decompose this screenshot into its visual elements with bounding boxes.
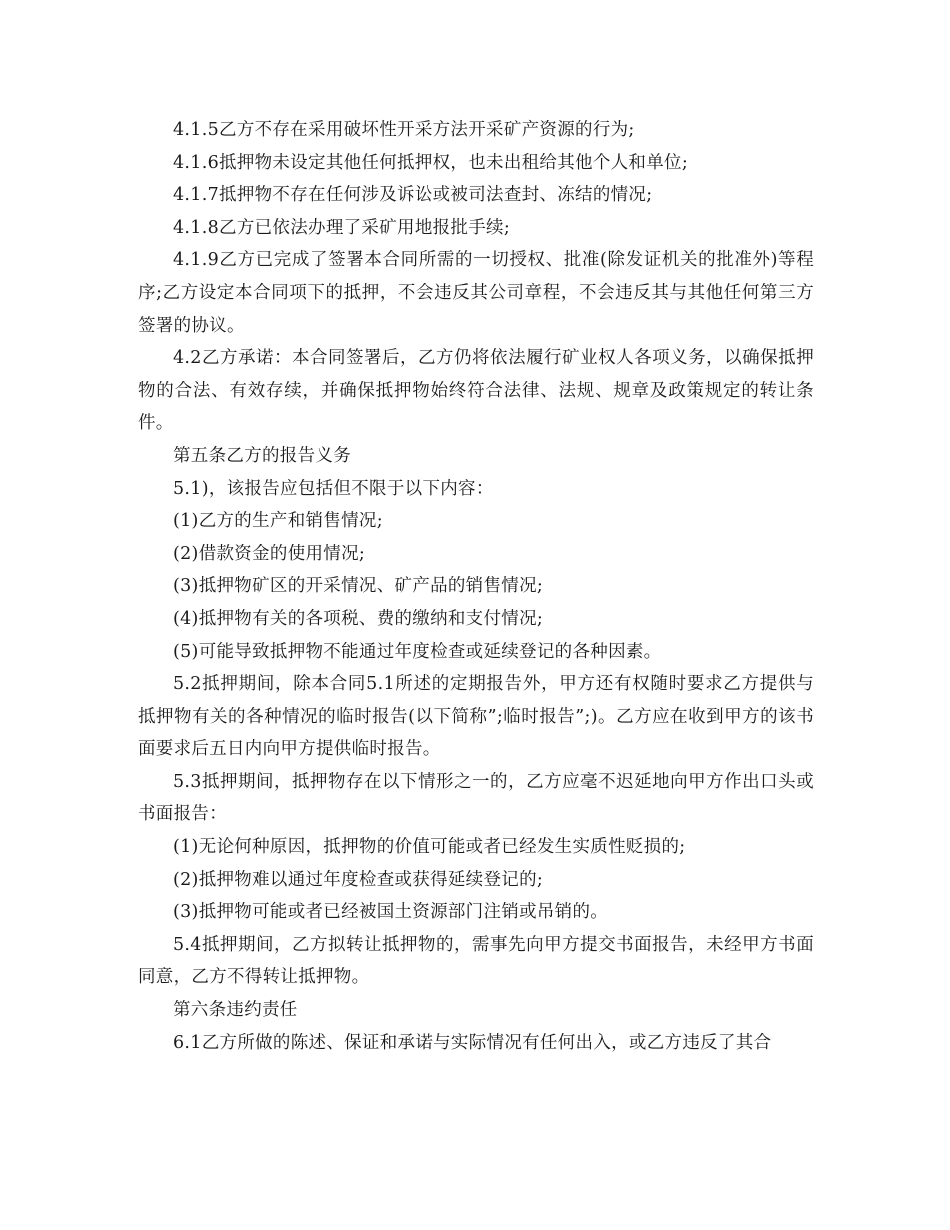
clause-6-1: 6.1乙方所做的陈述、保证和承诺与实际情况有任何出入，或乙方违反了其合 bbox=[173, 1032, 772, 1053]
document-body bbox=[138, 114, 814, 1059]
clause-4-1-6: 4.1.6抵押物未设定其他任何抵押权，也未出租给其他个人和单位; bbox=[173, 152, 689, 173]
clause-5-4: 5.4抵押期间，乙方拟转让抵押物的，需事先向甲方提交书面报告，未经甲方书面同意，乙方不得转让抵押物。 bbox=[138, 934, 814, 988]
list-item-5-3-2: (2)抵押物难以通过年度检查或获得延续登记的; bbox=[173, 869, 544, 890]
clause-4-1-8: 4.1.8乙方已依法办理了采矿用地报批手续; bbox=[173, 217, 511, 238]
list-item-5-1-1: (1)乙方的生产和销售情况; bbox=[173, 511, 383, 532]
article-5-heading: 第五条乙方的报告义务 bbox=[173, 445, 351, 466]
list-item-5-1-5: (5)可能导致抵押物不能通过年度检查或延续登记的各种因素。 bbox=[173, 641, 662, 662]
list-item-5-1-2: (2)借款资金的使用情况; bbox=[173, 543, 366, 564]
clause-4-1-7: 4.1.7抵押物不存在任何涉及诉讼或被司法查封、冻结的情况; bbox=[173, 185, 653, 206]
article-6-heading: 第六条违约责任 bbox=[173, 1000, 298, 1021]
clause-5-3: 5.3抵押期间，抵押物存在以下情形之一的，乙方应毫不迟延地向甲方作出口头或书面报告： bbox=[138, 771, 814, 825]
list-item-5-3-3: (3)抵押物可能或者已经被国土资源部门注销或吊销的。 bbox=[173, 902, 609, 923]
list-item-5-3-1: (1)无论何种原因，抵押物的价值可能或者已经发生实质性贬损的; bbox=[173, 837, 686, 858]
clause-4-2: 4.2乙方承诺：本合同签署后，乙方仍将依法履行矿业权人各项义务，以确保抵押物的合法、有效存续，并确保抵押物始终符合法律、法规、规章及政策规定的转让条件。 bbox=[138, 348, 814, 434]
clause-4-1-5: 4.1.5乙方不存在采用破坏性开采方法开采矿产资源的行为; bbox=[173, 120, 635, 140]
clause-5-1: 5.1)，该报告应包括但不限于以下内容： bbox=[173, 478, 494, 499]
list-item-5-1-3: (3)抵押物矿区的开采情况、矿产品的销售情况; bbox=[173, 576, 544, 597]
list-item-5-1-4: (4)抵押物有关的各项税、费的缴纳和支付情况; bbox=[173, 608, 544, 629]
clause-5-2: 5.2抵押期间，除本合同5.1所述的定期报告外，甲方还有权随时要求乙方提供与抵押物有关的各种情况的临时报告(以下简称”;临时报告”;)。乙方应在收到甲方的该书面要求后五日内向甲方提供临时报告。 bbox=[138, 674, 814, 760]
clause-4-1-9: 4.1.9乙方已完成了签署本合同所需的一切授权、批准(除发证机关的批准外)等程序;乙方设定本合同项下的抵押，不会违反其公司章程，不会违反其与其他任何第三方签署的协议。 bbox=[138, 250, 814, 336]
